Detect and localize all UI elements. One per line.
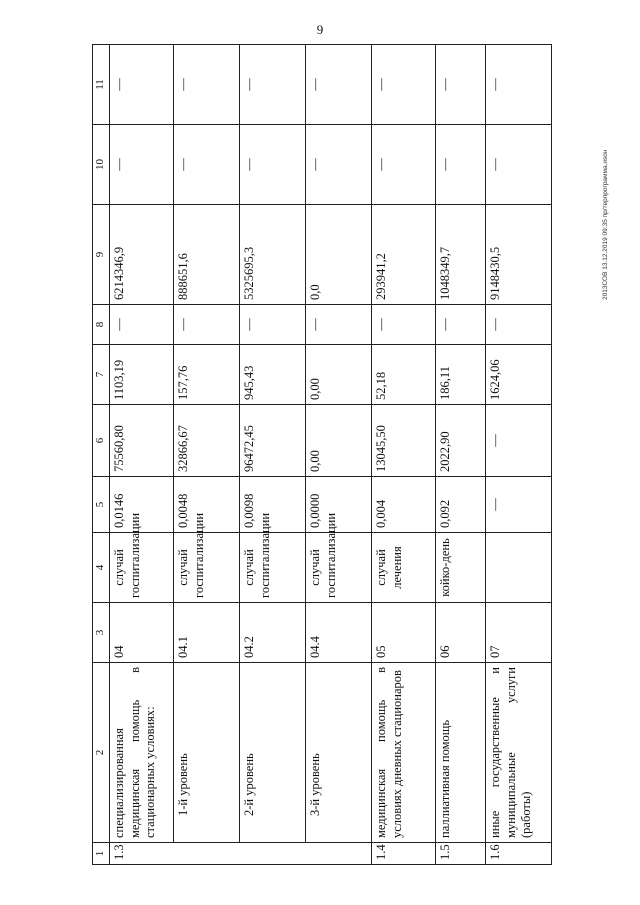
page-number: 9	[316, 22, 324, 37]
row-code: 07	[486, 603, 552, 663]
row-name: 2-й уровень	[240, 663, 306, 843]
row-value: 0,0048	[174, 477, 240, 533]
row-value: 52,18	[372, 345, 436, 405]
row-value: —	[372, 45, 436, 125]
row-value: 1103,19	[110, 345, 174, 405]
row-name: иные государственные и муниципальные услуги (работы)	[486, 663, 552, 843]
column-header: 9	[93, 205, 110, 305]
column-header: 6	[93, 405, 110, 477]
row-value: —	[240, 125, 306, 205]
row-value: —	[174, 125, 240, 205]
column-header: 2	[93, 663, 110, 843]
row-value: —	[372, 125, 436, 205]
row-name: 3-й уровень	[306, 663, 372, 843]
row-value: 96472,45	[240, 405, 306, 477]
row-value: —	[436, 305, 486, 345]
row-code: 04.2	[240, 603, 306, 663]
row-value: 1624,06	[486, 345, 552, 405]
row-value: 186,11	[436, 345, 486, 405]
table-row	[306, 45, 372, 865]
data-table	[92, 44, 552, 865]
row-code: 04	[110, 603, 174, 663]
row-value: 0,0	[306, 205, 372, 305]
row-code: 05	[372, 603, 436, 663]
column-header: 5	[93, 477, 110, 533]
table-row	[174, 45, 240, 865]
row-value: —	[486, 477, 552, 533]
row-unit: случай лечения	[372, 533, 436, 603]
column-header: 1	[93, 843, 110, 865]
side-stamp	[592, 40, 609, 300]
row-value: —	[306, 45, 372, 125]
row-value: 0,00	[306, 405, 372, 477]
row-value: —	[306, 305, 372, 345]
column-header: 11	[93, 45, 110, 125]
table-row	[436, 45, 486, 865]
row-unit: случай госпитализации	[240, 533, 306, 603]
column-header: 4	[93, 533, 110, 603]
row-value: 1048349,7	[436, 205, 486, 305]
row-name: 1-й уровень	[174, 663, 240, 843]
row-name: медицинская помощь в условиях дневных стационаров	[372, 663, 436, 843]
row-value: 32866,67	[174, 405, 240, 477]
row-number: 1.4	[372, 843, 436, 865]
row-value: —	[486, 405, 552, 477]
row-number: 1.3	[110, 843, 372, 865]
column-header: 10	[93, 125, 110, 205]
row-value: —	[110, 125, 174, 205]
row-value: —	[240, 305, 306, 345]
table-row	[486, 45, 552, 865]
row-number: 1.5	[436, 843, 486, 865]
row-value: —	[436, 45, 486, 125]
row-value: 9148430,5	[486, 205, 552, 305]
row-unit: случай госпитализации	[174, 533, 240, 603]
table-row	[110, 45, 174, 865]
row-name: паллиативная помощь	[436, 663, 486, 843]
row-value: 0,00	[306, 345, 372, 405]
row-value: —	[240, 45, 306, 125]
row-value: 888651,6	[174, 205, 240, 305]
column-header: 3	[93, 603, 110, 663]
table-row	[372, 45, 436, 865]
row-value: —	[174, 305, 240, 345]
row-value: —	[174, 45, 240, 125]
row-value: 0,004	[372, 477, 436, 533]
row-value: 75560,80	[110, 405, 174, 477]
row-value: 945,43	[240, 345, 306, 405]
row-value: —	[372, 305, 436, 345]
row-name: специализированная медицинская помощь в стационарных условиях:	[110, 663, 174, 843]
row-value: —	[486, 125, 552, 205]
table-container	[92, 45, 552, 865]
row-value: —	[306, 125, 372, 205]
row-unit	[486, 533, 552, 603]
row-number: 1.6	[486, 843, 552, 865]
row-value: 5325695,3	[240, 205, 306, 305]
row-unit: койко-день	[436, 533, 486, 603]
row-value: 293941,2	[372, 205, 436, 305]
table-row	[240, 45, 306, 865]
row-code: 06	[436, 603, 486, 663]
row-unit: случай госпитализации	[306, 533, 372, 603]
row-value: 157,76	[174, 345, 240, 405]
column-header: 8	[93, 305, 110, 345]
side-stamp-text: 2013СОВ 13.12.2019 09:35 пр/терпрограмма.иsoн	[602, 149, 609, 300]
row-value: —	[110, 305, 174, 345]
row-unit: случай госпитализации	[110, 533, 174, 603]
header-row	[93, 45, 110, 865]
row-code: 04.1	[174, 603, 240, 663]
row-value: 0,0098	[240, 477, 306, 533]
row-value: 0,0146	[110, 477, 174, 533]
row-value: —	[436, 125, 486, 205]
row-value: —	[486, 305, 552, 345]
column-header: 7	[93, 345, 110, 405]
row-value: 6214346,9	[110, 205, 174, 305]
row-value: —	[110, 45, 174, 125]
row-value: 0,092	[436, 477, 486, 533]
row-value: 0,0000	[306, 477, 372, 533]
row-value: 13045,50	[372, 405, 436, 477]
row-value: —	[486, 45, 552, 125]
row-value: 2022,90	[436, 405, 486, 477]
row-code: 04.4	[306, 603, 372, 663]
